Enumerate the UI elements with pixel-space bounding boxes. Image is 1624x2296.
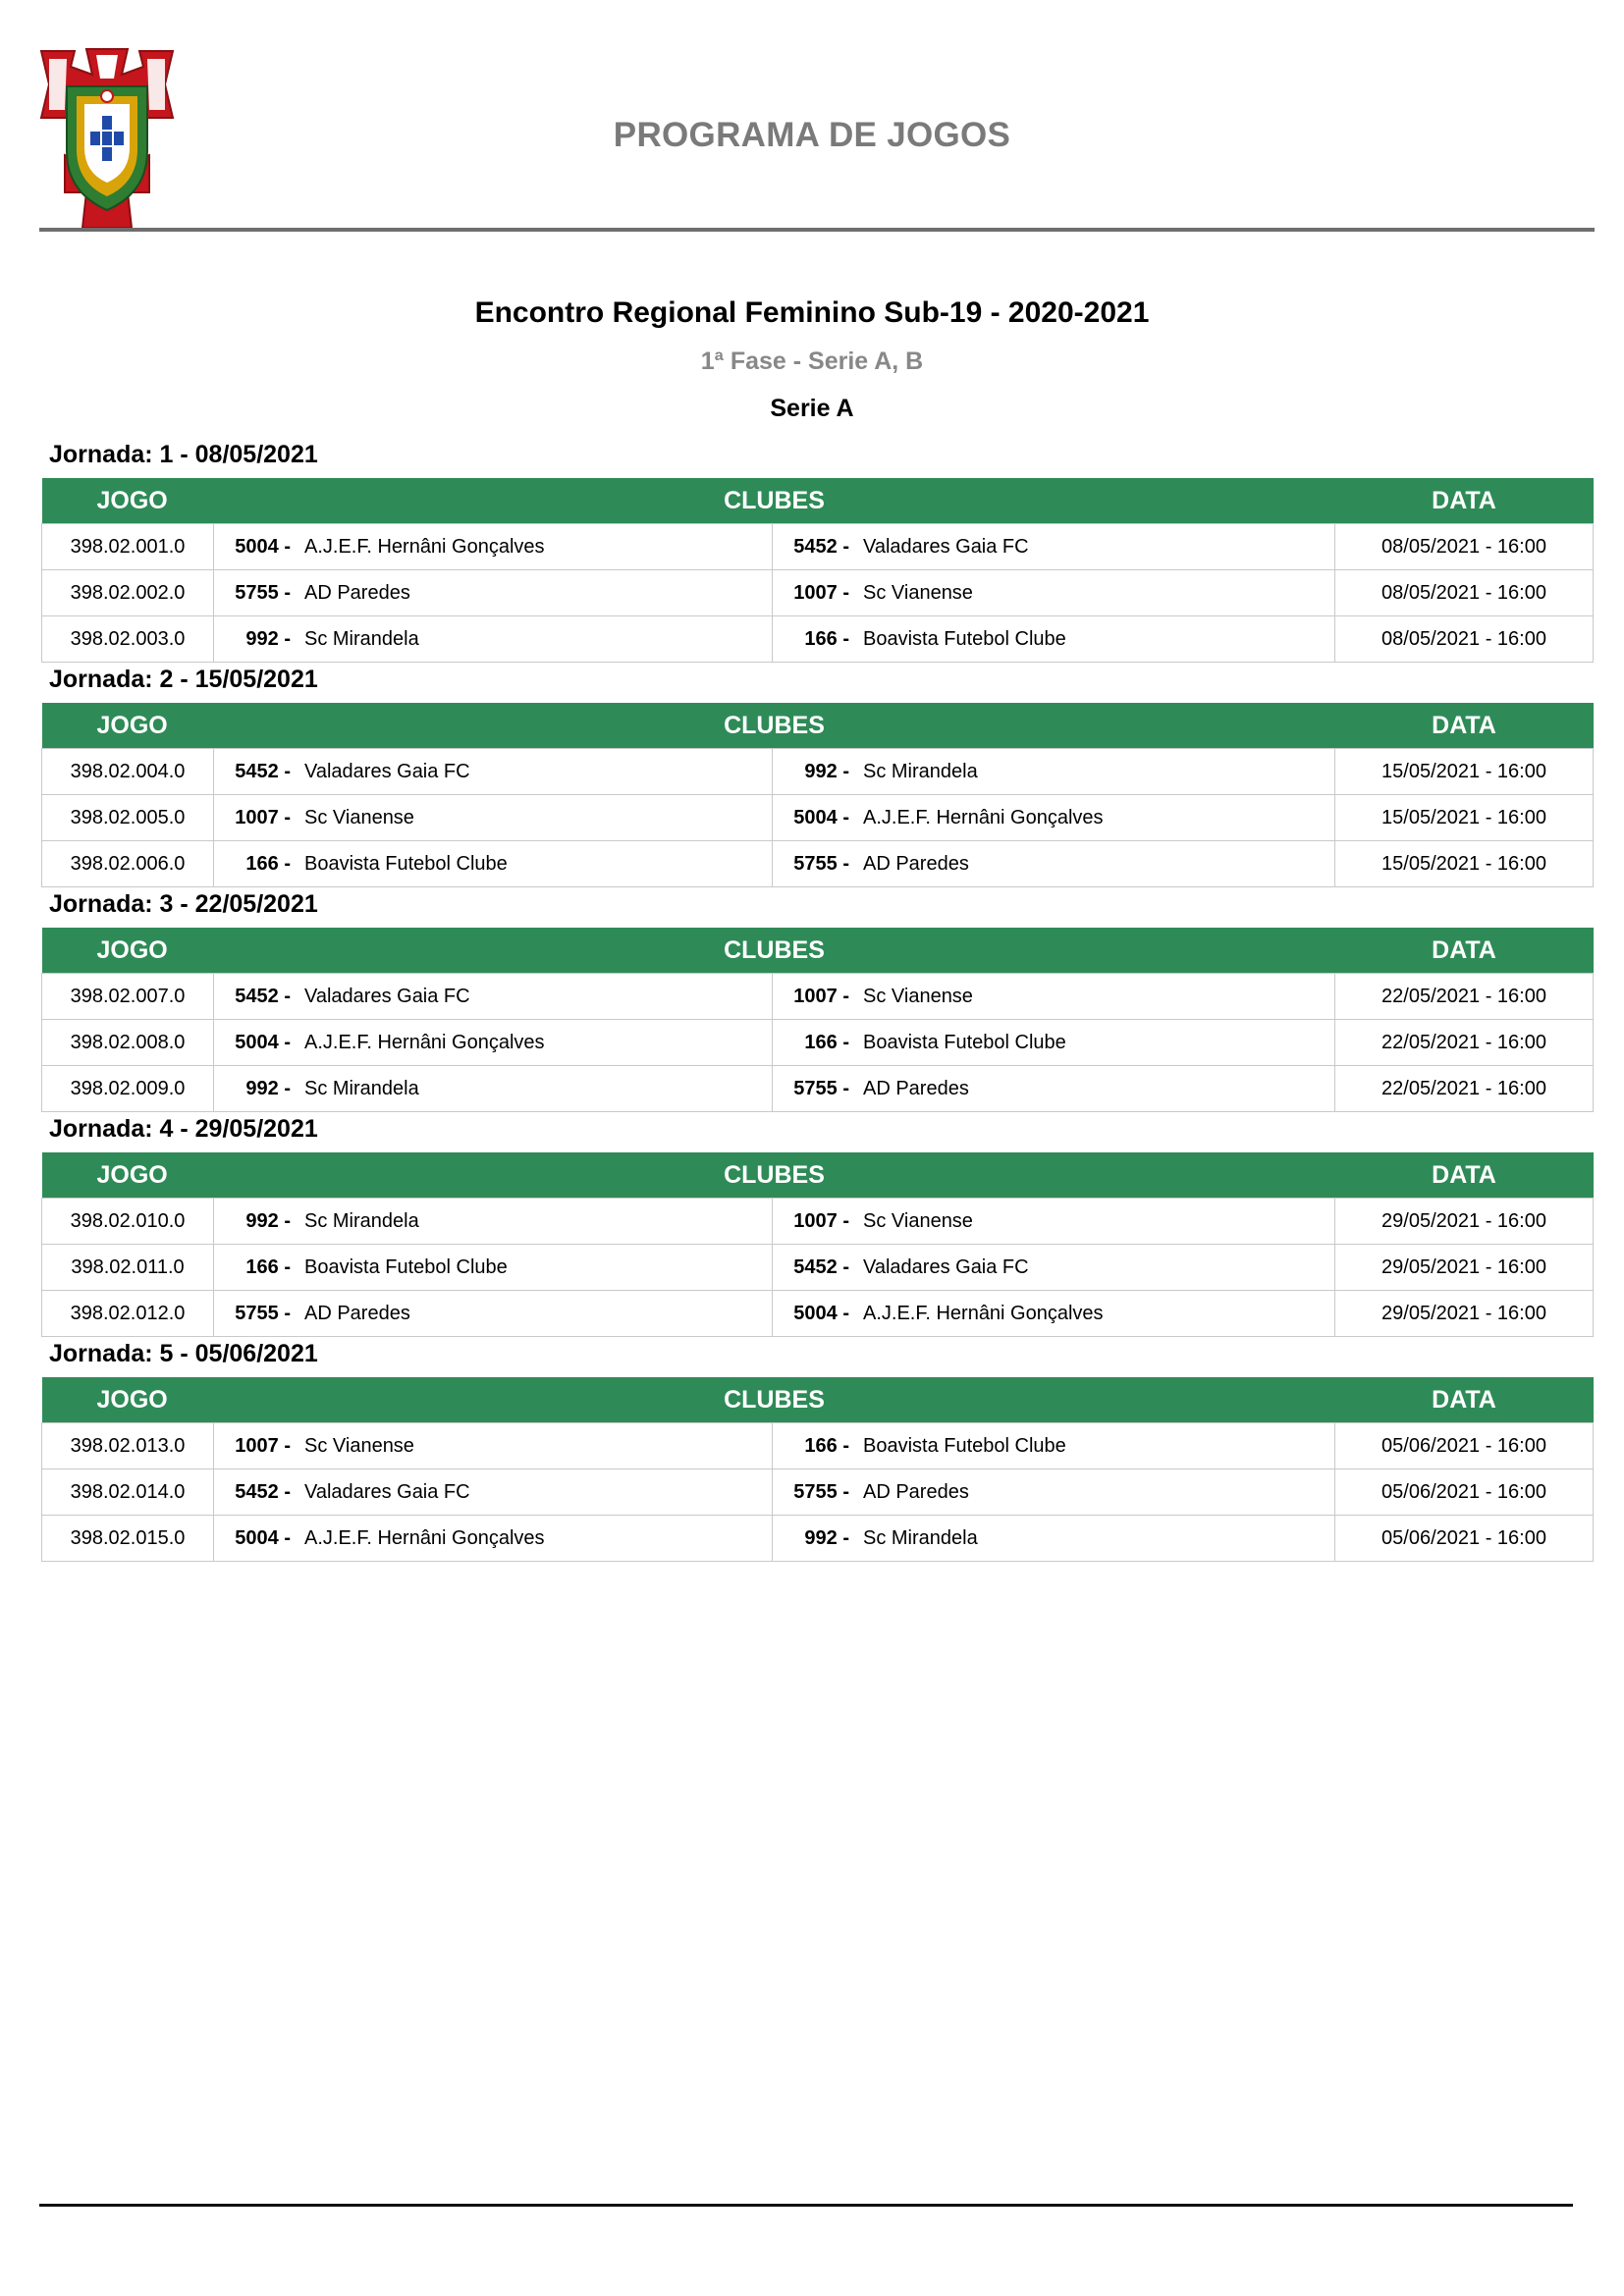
table-header-row bbox=[42, 1377, 1594, 1423]
home-team-code: 5004 - bbox=[235, 535, 291, 558]
column-header-clubes: CLUBES bbox=[214, 1152, 1335, 1199]
column-header-clubes: CLUBES bbox=[214, 478, 1335, 524]
round-title: Jornada: 4 - 29/05/2021 bbox=[49, 1115, 318, 1143]
away-team-name: Sc Vianense bbox=[863, 1209, 973, 1232]
home-team-cell bbox=[214, 1199, 773, 1245]
game-date: 15/05/2021 - 16:00 bbox=[1335, 795, 1594, 841]
game-number: 398.02.001.0 bbox=[42, 524, 214, 570]
away-team-cell bbox=[773, 1469, 1335, 1516]
round-title: Jornada: 1 - 08/05/2021 bbox=[49, 441, 318, 468]
games-table bbox=[41, 928, 1594, 1112]
game-date: 29/05/2021 - 16:00 bbox=[1335, 1291, 1594, 1337]
home-team-name: Valadares Gaia FC bbox=[304, 1480, 470, 1503]
table-row bbox=[42, 524, 1594, 570]
home-team-code: 992 - bbox=[245, 627, 291, 650]
home-team-name: Sc Mirandela bbox=[304, 1077, 419, 1099]
table-header-row bbox=[42, 478, 1594, 524]
home-team-cell bbox=[214, 1516, 773, 1562]
table-row bbox=[42, 974, 1594, 1020]
game-number: 398.02.005.0 bbox=[42, 795, 214, 841]
home-team-cell bbox=[214, 1020, 773, 1066]
game-number: 398.02.013.0 bbox=[42, 1423, 214, 1469]
home-team-code: 5004 - bbox=[235, 1526, 291, 1549]
home-team-name: AD Paredes bbox=[304, 581, 410, 604]
game-date: 08/05/2021 - 16:00 bbox=[1335, 524, 1594, 570]
column-header-jogo: JOGO bbox=[42, 928, 214, 974]
home-team-code: 166 - bbox=[245, 1255, 291, 1278]
away-team-code: 992 - bbox=[804, 760, 849, 782]
away-team-name: Boavista Futebol Clube bbox=[863, 627, 1066, 650]
table-row bbox=[42, 749, 1594, 795]
home-team-cell bbox=[214, 616, 773, 663]
home-team-name: AD Paredes bbox=[304, 1302, 410, 1324]
home-team-name: A.J.E.F. Hernâni Gonçalves bbox=[304, 1526, 545, 1549]
column-header-data: DATA bbox=[1335, 1152, 1594, 1199]
column-header-data: DATA bbox=[1335, 928, 1594, 974]
table-row bbox=[42, 1245, 1594, 1291]
away-team-code: 5755 - bbox=[793, 852, 849, 875]
home-team-code: 1007 - bbox=[235, 1434, 291, 1457]
game-date: 08/05/2021 - 16:00 bbox=[1335, 570, 1594, 616]
away-team-name: A.J.E.F. Hernâni Gonçalves bbox=[863, 1302, 1104, 1324]
column-header-clubes: CLUBES bbox=[214, 703, 1335, 749]
games-table bbox=[41, 478, 1594, 663]
home-team-cell bbox=[214, 1291, 773, 1337]
away-team-cell bbox=[773, 749, 1335, 795]
home-team-cell bbox=[214, 524, 773, 570]
game-date: 22/05/2021 - 16:00 bbox=[1335, 1020, 1594, 1066]
away-team-code: 5452 - bbox=[793, 535, 849, 558]
game-date: 29/05/2021 - 16:00 bbox=[1335, 1199, 1594, 1245]
game-date: 05/06/2021 - 16:00 bbox=[1335, 1423, 1594, 1469]
column-header-jogo: JOGO bbox=[42, 1152, 214, 1199]
away-team-name: Valadares Gaia FC bbox=[863, 535, 1029, 558]
round-title: Jornada: 2 - 15/05/2021 bbox=[49, 666, 318, 693]
table-row bbox=[42, 1291, 1594, 1337]
game-date: 22/05/2021 - 16:00 bbox=[1335, 974, 1594, 1020]
table-header-row bbox=[42, 1152, 1594, 1199]
games-table bbox=[41, 703, 1594, 887]
column-header-data: DATA bbox=[1335, 1377, 1594, 1423]
home-team-code: 5755 - bbox=[235, 1302, 291, 1324]
column-header-clubes: CLUBES bbox=[214, 1377, 1335, 1423]
away-team-code: 5452 - bbox=[793, 1255, 849, 1278]
home-team-name: Sc Mirandela bbox=[304, 627, 419, 650]
round-title: Jornada: 5 - 05/06/2021 bbox=[49, 1340, 318, 1367]
away-team-cell bbox=[773, 1423, 1335, 1469]
away-team-cell bbox=[773, 1020, 1335, 1066]
away-team-code: 992 - bbox=[804, 1526, 849, 1549]
game-number: 398.02.014.0 bbox=[42, 1469, 214, 1516]
away-team-cell bbox=[773, 1245, 1335, 1291]
rounds-list bbox=[41, 438, 1593, 1562]
away-team-code: 166 - bbox=[804, 1434, 849, 1457]
home-team-code: 5452 - bbox=[235, 985, 291, 1007]
away-team-code: 166 - bbox=[804, 627, 849, 650]
home-team-name: Boavista Futebol Clube bbox=[304, 852, 508, 875]
table-row bbox=[42, 1020, 1594, 1066]
away-team-code: 1007 - bbox=[793, 1209, 849, 1232]
away-team-name: Valadares Gaia FC bbox=[863, 1255, 1029, 1278]
away-team-cell bbox=[773, 1291, 1335, 1337]
table-row bbox=[42, 1199, 1594, 1245]
competition-phase: 1ª Fase - Serie A, B bbox=[700, 347, 924, 375]
away-team-code: 1007 - bbox=[793, 985, 849, 1007]
game-number: 398.02.008.0 bbox=[42, 1020, 214, 1066]
away-team-code: 5755 - bbox=[793, 1077, 849, 1099]
home-team-name: Sc Vianense bbox=[304, 1434, 414, 1457]
games-table bbox=[41, 1377, 1594, 1562]
header-divider bbox=[39, 228, 1595, 232]
home-team-code: 5755 - bbox=[235, 581, 291, 604]
away-team-name: AD Paredes bbox=[863, 1077, 969, 1099]
game-number: 398.02.002.0 bbox=[42, 570, 214, 616]
away-team-cell bbox=[773, 1066, 1335, 1112]
away-team-code: 5004 - bbox=[793, 1302, 849, 1324]
game-date: 15/05/2021 - 16:00 bbox=[1335, 749, 1594, 795]
table-row bbox=[42, 1066, 1594, 1112]
column-header-jogo: JOGO bbox=[42, 703, 214, 749]
table-row bbox=[42, 1469, 1594, 1516]
table-header-row bbox=[42, 928, 1594, 974]
away-team-cell bbox=[773, 1199, 1335, 1245]
games-table bbox=[41, 1152, 1594, 1337]
home-team-cell bbox=[214, 974, 773, 1020]
home-team-code: 166 - bbox=[245, 852, 291, 875]
competition-title: Encontro Regional Feminino Sub-19 - 2020-2021 bbox=[474, 296, 1150, 329]
away-team-name: Sc Vianense bbox=[863, 581, 973, 604]
away-team-name: Boavista Futebol Clube bbox=[863, 1434, 1066, 1457]
away-team-code: 1007 - bbox=[793, 581, 849, 604]
away-team-cell bbox=[773, 524, 1335, 570]
home-team-code: 992 - bbox=[245, 1209, 291, 1232]
column-header-clubes: CLUBES bbox=[214, 928, 1335, 974]
home-team-code: 5452 - bbox=[235, 1480, 291, 1503]
home-team-cell bbox=[214, 1245, 773, 1291]
game-date: 22/05/2021 - 16:00 bbox=[1335, 1066, 1594, 1112]
away-team-name: Boavista Futebol Clube bbox=[863, 1031, 1066, 1053]
away-team-cell bbox=[773, 616, 1335, 663]
game-number: 398.02.015.0 bbox=[42, 1516, 214, 1562]
game-date: 29/05/2021 - 16:00 bbox=[1335, 1245, 1594, 1291]
home-team-cell bbox=[214, 1469, 773, 1516]
away-team-cell bbox=[773, 974, 1335, 1020]
game-number: 398.02.007.0 bbox=[42, 974, 214, 1020]
game-date: 08/05/2021 - 16:00 bbox=[1335, 616, 1594, 663]
home-team-cell bbox=[214, 570, 773, 616]
away-team-code: 5755 - bbox=[793, 1480, 849, 1503]
away-team-cell bbox=[773, 570, 1335, 616]
home-team-name: Sc Mirandela bbox=[304, 1209, 419, 1232]
column-header-data: DATA bbox=[1335, 478, 1594, 524]
home-team-name: Valadares Gaia FC bbox=[304, 985, 470, 1007]
away-team-name: Sc Mirandela bbox=[863, 760, 978, 782]
table-header-row bbox=[42, 703, 1594, 749]
home-team-cell bbox=[214, 749, 773, 795]
home-team-name: Valadares Gaia FC bbox=[304, 760, 470, 782]
round-title: Jornada: 3 - 22/05/2021 bbox=[49, 890, 318, 918]
competition-serie: Serie A bbox=[770, 395, 854, 422]
home-team-name: A.J.E.F. Hernâni Gonçalves bbox=[304, 1031, 545, 1053]
home-team-code: 5452 - bbox=[235, 760, 291, 782]
home-team-code: 5004 - bbox=[235, 1031, 291, 1053]
column-header-jogo: JOGO bbox=[42, 1377, 214, 1423]
game-number: 398.02.006.0 bbox=[42, 841, 214, 887]
game-date: 05/06/2021 - 16:00 bbox=[1335, 1516, 1594, 1562]
away-team-code: 166 - bbox=[804, 1031, 849, 1053]
home-team-code: 992 - bbox=[245, 1077, 291, 1099]
home-team-cell bbox=[214, 1423, 773, 1469]
away-team-cell bbox=[773, 795, 1335, 841]
footer-divider bbox=[39, 2204, 1573, 2207]
home-team-cell bbox=[214, 1066, 773, 1112]
game-date: 05/06/2021 - 16:00 bbox=[1335, 1469, 1594, 1516]
home-team-name: Sc Vianense bbox=[304, 806, 414, 828]
game-number: 398.02.012.0 bbox=[42, 1291, 214, 1337]
away-team-name: Sc Mirandela bbox=[863, 1526, 978, 1549]
game-number: 398.02.011.0 bbox=[42, 1245, 214, 1291]
away-team-code: 5004 - bbox=[793, 806, 849, 828]
page-title: PROGRAMA DE JOGOS bbox=[613, 116, 1011, 154]
game-number: 398.02.003.0 bbox=[42, 616, 214, 663]
away-team-name: AD Paredes bbox=[863, 1480, 969, 1503]
game-number: 398.02.010.0 bbox=[42, 1199, 214, 1245]
game-number: 398.02.009.0 bbox=[42, 1066, 214, 1112]
home-team-name: Boavista Futebol Clube bbox=[304, 1255, 508, 1278]
away-team-cell bbox=[773, 1516, 1335, 1562]
away-team-name: A.J.E.F. Hernâni Gonçalves bbox=[863, 806, 1104, 828]
table-row bbox=[42, 841, 1594, 887]
home-team-code: 1007 - bbox=[235, 806, 291, 828]
table-row bbox=[42, 570, 1594, 616]
home-team-name: A.J.E.F. Hernâni Gonçalves bbox=[304, 535, 545, 558]
table-row bbox=[42, 616, 1594, 663]
home-team-cell bbox=[214, 795, 773, 841]
table-row bbox=[42, 1516, 1594, 1562]
table-row bbox=[42, 795, 1594, 841]
away-team-name: Sc Vianense bbox=[863, 985, 973, 1007]
away-team-name: AD Paredes bbox=[863, 852, 969, 875]
home-team-cell bbox=[214, 841, 773, 887]
game-date: 15/05/2021 - 16:00 bbox=[1335, 841, 1594, 887]
table-row bbox=[42, 1423, 1594, 1469]
game-number: 398.02.004.0 bbox=[42, 749, 214, 795]
column-header-jogo: JOGO bbox=[42, 478, 214, 524]
away-team-cell bbox=[773, 841, 1335, 887]
column-header-data: DATA bbox=[1335, 703, 1594, 749]
